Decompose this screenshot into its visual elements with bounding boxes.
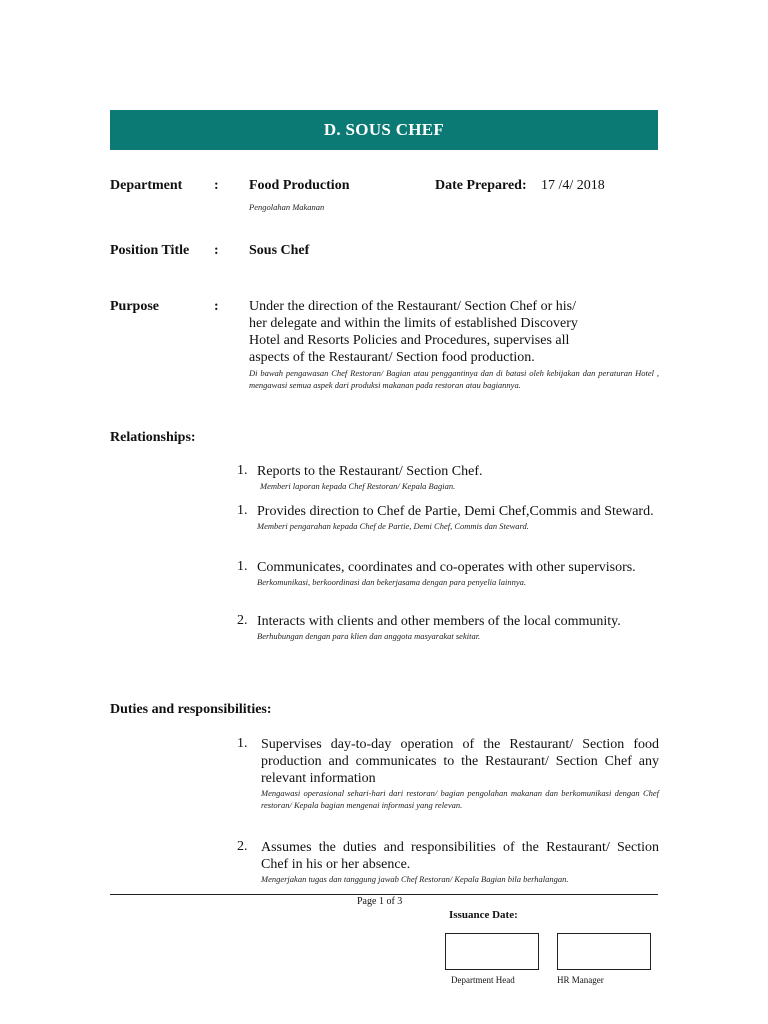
title-banner xyxy=(110,110,658,150)
purpose-label: Purpose xyxy=(110,299,159,314)
page-number: Page 1 of 3 xyxy=(357,896,403,907)
department-value: Food Production xyxy=(249,178,350,193)
duties-heading: Duties and responsibilities: xyxy=(110,702,272,717)
department-translation: Pengolahan Makanan xyxy=(249,202,325,212)
duty-item xyxy=(261,839,659,885)
department-head-label: Department Head xyxy=(451,975,515,985)
relationship-text: Communicates, coordinates and co-operates with other supervisors. xyxy=(257,560,636,575)
relationship-translation: Memberi laporan kepada Chef Restoran/ Kepala Bagian. xyxy=(260,481,456,491)
date-prepared-label: Date Prepared: xyxy=(435,178,527,193)
footer-divider xyxy=(110,894,658,895)
relationship-number: 2. xyxy=(237,613,248,628)
purpose-line: Under the direction of the Restaurant/ Section Chef or his/ xyxy=(249,299,576,314)
relationship-item xyxy=(257,559,659,588)
department-label: Department xyxy=(110,178,183,193)
purpose-line: aspects of the Restaurant/ Section food production. xyxy=(249,350,535,365)
relationship-translation: Memberi pengarahan kepada Chef de Partie, Demi Chef, Commis dan Steward. xyxy=(257,521,529,531)
duty-translation: Mengawasi operasional sehari-hari dari restoran/ bagian pengolahan makanan dan berkomunikasi dengan Chef restoran/ Kepala bagian mengenai informasi yang relevan. xyxy=(261,788,659,810)
relationship-text: Reports to the Restaurant/ Section Chef. xyxy=(257,464,483,479)
relationship-item xyxy=(257,503,659,532)
relationship-item xyxy=(257,613,659,642)
relationship-text: Interacts with clients and other members of the local community. xyxy=(257,614,621,629)
department-head-signature-box[interactable] xyxy=(445,933,539,970)
relationship-item xyxy=(257,463,659,492)
duty-number: 2. xyxy=(237,839,248,854)
relationships-heading: Relationships: xyxy=(110,430,196,445)
relationship-text: Provides direction to Chef de Partie, Demi Chef,Commis and Steward. xyxy=(257,504,654,519)
relationship-number: 1. xyxy=(237,463,248,478)
position-title-value: Sous Chef xyxy=(249,243,310,258)
relationship-number: 1. xyxy=(237,559,248,574)
position-title-label: Position Title xyxy=(110,243,190,258)
purpose-text xyxy=(249,298,659,391)
purpose-colon: : xyxy=(214,299,219,314)
hr-manager-signature-box[interactable] xyxy=(557,933,651,970)
page-title: D. SOUS CHEF xyxy=(323,120,445,139)
purpose-translation: Di bawah pengawasan Chef Restoran/ Bagian atau penggantinya dan di batasi oleh kebijakan dan peraturan Hotel , mengawasi semua aspek dari produksi makanan pada restoran atau bagiannya. xyxy=(249,368,659,390)
relationship-number: 1. xyxy=(237,503,248,518)
position-colon: : xyxy=(214,243,219,258)
date-prepared-value: 17 /4/ 2018 xyxy=(541,178,605,193)
duty-number: 1. xyxy=(237,736,248,751)
duty-text: Supervises day-to-day operation of the Restaurant/ Section food production and communicates to the Restaurant/ Section Chef any relevant information xyxy=(261,737,659,786)
duty-text: Assumes the duties and responsibilities of the Restaurant/ Section Chef in his or her absence. xyxy=(261,840,659,872)
duty-item xyxy=(261,736,659,811)
duty-translation: Mengerjakan tugas dan tanggung jawab Chef Restoran/ Kepala Bagian bila berhalangan. xyxy=(261,874,569,884)
department-colon: : xyxy=(214,178,219,193)
hr-manager-label: HR Manager xyxy=(557,975,604,985)
purpose-line: her delegate and within the limits of established Discovery xyxy=(249,316,578,331)
purpose-line: Hotel and Resorts Policies and Procedures, supervises all xyxy=(249,333,570,348)
issuance-date-label: Issuance Date: xyxy=(449,909,518,921)
relationship-translation: Berkomunikasi, berkoordinasi dan bekerjasama dengan para penyelia lainnya. xyxy=(257,577,527,587)
relationship-translation: Berhubungan dengan para klien dan anggota masyarakat sekitar. xyxy=(257,631,481,641)
